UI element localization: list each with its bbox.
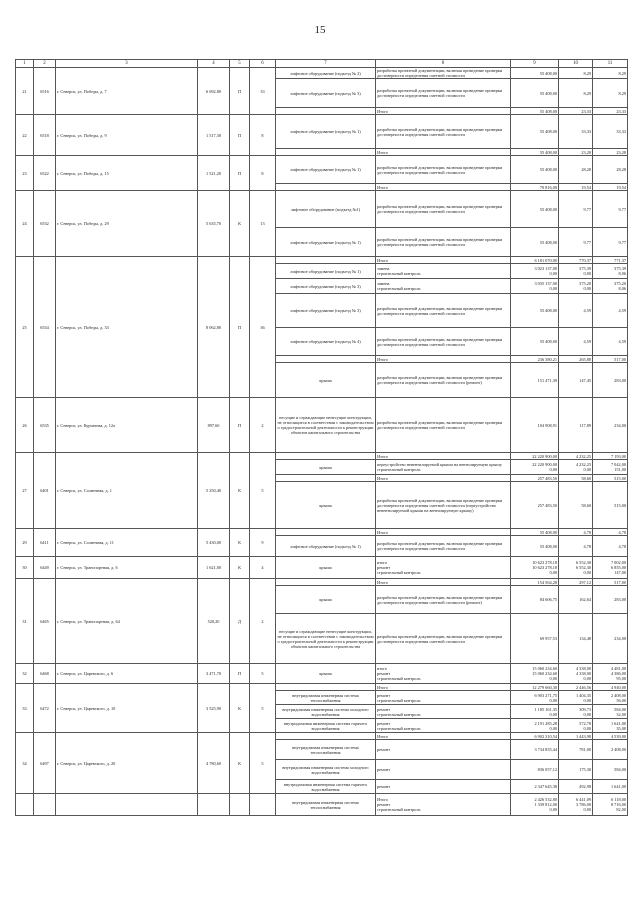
table-cell: разработка проектной документации, включая проведение проверки достоверности определения сметной стоимости [376,68,511,79]
table-cell: 1 641,00 35,00 [593,719,628,733]
table-cell: лифтовое оборудование (подъезд № 4) [276,328,376,356]
table-cell: 781,00 [559,740,593,760]
table-cell: г. Северск, ул. Солнечная, д. 11 [56,529,198,557]
table-cell [276,149,376,156]
table-cell: 23 [16,156,34,191]
table-cell: 6 903 271,75 0,00 [511,691,559,705]
table-cell: 375,39 8,06 [593,264,628,279]
column-number: 6 [250,60,276,68]
table-cell: 19,54 [559,184,593,191]
table-cell [276,108,376,115]
table-cell: 55 408,00 [511,68,559,79]
table-cell: 4 232,25 [559,453,593,460]
table-cell: 8,29 [593,68,628,79]
table-cell: 5 430,00 [198,529,230,557]
table-row [16,794,628,816]
table-cell: 492,98 [559,780,593,794]
table-cell: Итого [376,529,511,536]
table-cell: Итого [376,257,511,264]
table-cell: крыша [276,482,376,529]
table-cell: П [230,257,250,398]
table-row [16,529,628,536]
table-cell: 836 057,12 [511,760,559,780]
table-cell: крыша [276,586,376,614]
column-number: 11 [593,60,628,68]
table-cell: К [230,684,250,733]
table-cell: 257 483,50 [511,475,559,482]
table-cell: К [230,557,250,579]
table-cell: 1 443,98 [559,733,593,740]
column-number: 1 [16,60,34,68]
table-cell: 4,59 [559,294,593,328]
table-cell: 1 521,20 [198,156,230,191]
table-cell: 6401 [34,453,56,529]
table-cell: 4,59 [559,328,593,356]
table-cell: г. Северск, ул. Победы, д. 33 [56,257,198,398]
table-cell: 4,78 [593,529,628,536]
table-row [16,453,628,460]
table-cell: разработка проектной документации, включая проведение проверки достоверности определения сметной стоимости [376,536,511,557]
table-cell: 9,77 [593,191,628,228]
table-cell: крыша [276,460,376,475]
table-cell: 5 [250,453,276,529]
table-cell: 4,78 [559,536,593,557]
table-cell: г. Северск, ул. Победы, д. 7 [56,68,198,115]
table-cell: П [230,115,250,156]
table-cell: 6 552,30 6 552,30 0,00 [559,557,593,579]
table-cell: 55 408,00 [511,149,559,156]
table-cell: 515,00 [593,482,628,529]
table-cell: 8 [250,115,276,156]
table-cell: 33,33 [559,115,593,149]
table-cell: 22 [16,115,34,156]
table-cell: 1 621,00 [198,557,230,579]
column-number: 3 [56,60,198,68]
table-cell: 55 408,00 [511,536,559,557]
table-cell: 55 408,00 [511,294,559,328]
table-cell: 4 539,00 [593,733,628,740]
table-cell: Итого [376,149,511,156]
table-cell: К [230,529,250,557]
table-cell: разработка проектной документации, включая проведение проверки достоверности определения сметной стоимости (ремонт) [376,363,511,398]
table-cell: 175,30 [559,760,593,780]
table-cell: 234,00 [593,398,628,453]
table-cell: 24 [16,191,34,257]
table-cell: 257 483,50 [511,482,559,529]
table-cell [56,794,198,816]
table-row [16,156,628,184]
table-cell: 8 [250,156,276,191]
table-cell: 22 220 900,00 [511,453,559,460]
table-cell: Итого [376,579,511,586]
table-cell: 770,37 [559,257,593,264]
table-cell: несущие и ограждающие ненесущие конструкции, не относящиеся в соответствии с законодательством о градостроительной деятельности к реконструкции объектов капитального строительства [276,614,376,664]
table-cell: 5 [250,664,276,684]
table-cell [276,579,376,586]
table-cell: 6465 [34,579,56,664]
table-cell [276,257,376,264]
table-row [16,398,628,453]
table-cell: 22 220 900,00 0,00 [511,460,559,475]
table-cell: 375,20 0,00 [559,279,593,294]
table-cell: 1 517,30 [198,115,230,156]
table-cell: 55 408,00 [511,328,559,356]
table-cell: П [230,68,250,115]
table-cell: 375,20 8,06 [593,279,628,294]
table-cell: разработка проектной документации, включая проведение проверки достоверности определения сметной стоимости [376,228,511,257]
table-cell: 6 692,80 [198,68,230,115]
table-cell: г. Северск, ул. Царевского, д. 6 [56,664,198,684]
table-cell: лифтовое оборудование (подъезд № 3) [276,279,376,294]
table-row [16,257,628,264]
table-cell: 23,28 [559,149,593,156]
column-number: 4 [198,60,230,68]
table-cell: Д [230,579,250,664]
table-row [16,733,628,740]
table-cell: 2 191 285,28 0,00 [511,719,559,733]
column-number: 8 [376,60,511,68]
table-cell: 6 181 070,00 [511,257,559,264]
table-cell: разработка проектной документации, включая проведение проверки достоверности определения сметной стоимости [376,156,511,184]
table-cell: г. Северск, ул. Победы, д. 29 [56,191,198,257]
column-number: 10 [559,60,593,68]
table-cell: лифтовое оборудование (подъезд № 2) [276,68,376,79]
table-cell: крыша [276,557,376,579]
table-cell: 1 641,00 [593,780,628,794]
table-cell: лифтовое оборудование (подъезд № 1) [276,115,376,149]
table-cell [276,184,376,191]
table-cell: разработка проектной документации, включая проведение проверки достоверности определения сметной стоимости (ремонт) [376,586,511,614]
table-cell: 6518 [34,115,56,156]
table-cell: 897,60 [198,398,230,453]
table-cell: 55 408,00 [511,529,559,536]
table-cell: 33 [16,684,34,733]
table-cell: г. Северск, ул. Царевского, д. 20 [56,733,198,794]
table-cell: 4 [250,557,276,579]
table-cell: 26 [16,398,34,453]
table-cell: г. Северск, ул. Курчатова, д. 12а [56,398,198,453]
table-cell: крыша [276,363,376,398]
table-cell: 3 023 137,00 0,00 [511,264,559,279]
table-cell: 6411 [34,529,56,557]
table-row [16,115,628,149]
table-cell [16,794,34,816]
table-cell: 1 404,35 0,00 [559,691,593,705]
table-cell: ремонт строительный контроль [376,705,511,719]
table-cell: 10 623 278,18 10 623 278,18 0,00 [511,557,559,579]
table-cell: 2 408,00 [593,740,628,760]
table-row [16,684,628,691]
page-number: 15 [314,24,326,36]
table-cell: К [230,733,250,794]
table-cell: лифтовое оборудование (подъезд №1) [276,191,376,228]
table-cell: разработка проектной документации, включая проведение проверки достоверности определения сметной стоимости [376,115,511,149]
table-cell: 55 408,00 [511,191,559,228]
table-cell: г. Северск, ул. Солнечная, д. 1 [56,453,198,529]
table-cell: 6522 [34,156,56,191]
table-cell [276,529,376,536]
table-cell: 4,78 [593,536,628,557]
table-cell: 6534 [34,257,56,398]
table-cell [276,684,376,691]
table-cell: 5 [250,733,276,794]
table-cell: Итого [376,184,511,191]
table-cell: 19,54 [593,184,628,191]
table-cell: 6 902 310,54 [511,733,559,740]
table-row [16,191,628,228]
table-cell: 33 [250,68,276,115]
table-cell: внутридомовая инженерная система теплоснабжения [276,794,376,816]
table-cell: 151 471,39 [511,363,559,398]
table-cell: 21 [16,68,34,115]
column-number: 9 [511,60,559,68]
table-cell: 2 426 532,80 1 339 812,00 0,00 [511,794,559,816]
table-cell: разработка проектной документации, включая проведение проверки достоверности определения сметной стоимости [376,79,511,108]
table-cell [34,794,56,816]
table-cell [276,356,376,363]
table-cell: несущие и ограждающие ненесущие конструкции, не относящиеся в соответствии с законодательством о градостроительной деятельности к реконструкции объектов капитального строительства [276,398,376,453]
table-cell: 236 380,21 [511,356,559,363]
table-cell: разработка проектной документации, включая проведение проверки достоверности определения сметной стоимости (переустройство невентилируемой крыши на вентилируемую крышу) [376,482,511,529]
column-number: 7 [276,60,376,68]
table-cell: 13 [250,191,276,257]
table-cell: П [230,156,250,191]
table-cell: 84 606,75 [511,586,559,614]
table-cell: 55 408,00 [511,79,559,108]
table-body [16,60,628,816]
table-cell: 3 525,90 [198,684,230,733]
table-cell: итого ремонт строительный контроль [376,664,511,684]
table-cell: 117,89 [559,398,593,453]
table-cell: разработка проектной документации, включая проведение проверки достоверности определения сметной стоимости [376,191,511,228]
table-cell: 58,60 [559,475,593,482]
table-cell: 3 035 137,00 0,00 [511,279,559,294]
table-cell: 4 232,25 0,00 [559,460,593,475]
table-cell: 4 940,00 [593,684,628,691]
table-cell: 7 002,00 6 855,00 147,00 [593,557,628,579]
table-cell: 309,73 0,00 [559,705,593,719]
table-cell: 55 408,00 [511,115,559,149]
table-cell [276,453,376,460]
table-cell: 584,00 [593,760,628,780]
table-cell: г. Северск, ул. Царевского, д. 10 [56,684,198,733]
table-cell: внутридомовая инженерная система горячего водоснабжения [276,780,376,794]
table-cell: 6449 [34,557,56,579]
table-cell: 58,60 [559,482,593,529]
table-cell [230,794,250,816]
table-row [16,664,628,684]
table-cell: 147,45 [559,363,593,398]
table-cell: ремонт строительный контроль [376,691,511,705]
table-cell: итого ремонт строительный контроль [376,557,511,579]
table-cell: 5 635,70 [198,191,230,257]
table-cell: 6532 [34,191,56,257]
table-cell: ремонт [376,780,511,794]
table-cell: 27 [16,453,34,529]
table-cell: 55 408,00 [511,108,559,115]
table-cell: 36 [250,257,276,398]
table-cell: ремонт [376,760,511,780]
table-cell: 515,00 [593,475,628,482]
table-cell: 4,59 [593,328,628,356]
table-cell: внутридомовая инженерная система холодного водоснабжения [276,760,376,780]
table-cell: 9,77 [559,191,593,228]
table-cell: 4 780,60 [198,733,230,794]
table-cell: 8,29 [559,79,593,108]
table-cell: 7 042,00 151,00 [593,460,628,475]
table-cell: 6497 [34,733,56,794]
table-cell: лифтовое оборудование (подъезд № 1) [276,536,376,557]
table-cell: 28,28 [593,156,628,184]
table-cell: 4,59 [593,294,628,328]
table-row [16,557,628,579]
table-cell: внутридомовая инженерная система холодного водоснабжения [276,705,376,719]
table-cell: внутридомовая инженерная система горячего водоснабжения [276,719,376,733]
table-cell: г. Северск, ул. Победы, д. 15 [56,156,198,191]
table-cell: 5 250,40 [198,453,230,529]
table-cell: 234,00 [593,614,628,664]
table-cell: внутридомовая инженерная система теплоснабжения [276,691,376,705]
table-row [16,579,628,586]
table-cell: 3 734 855,44 [511,740,559,760]
table-cell: 5 [250,684,276,733]
table-cell: 23,33 [559,108,593,115]
table-cell: 34 [16,733,34,794]
table-cell: К [230,191,250,257]
table-cell: 154 564,28 [511,579,559,586]
table-cell: 771,37 [593,257,628,264]
table-cell: ремонт [376,740,511,760]
table-cell: 375,39 0,00 [559,264,593,279]
table-cell: 8,29 [593,79,628,108]
table-cell: 2 446,56 [559,684,593,691]
table-cell: г. Северск, ул. Транспортная, д. 6 [56,557,198,579]
table-cell: 69 957,53 [511,614,559,664]
table-cell: Итого [376,475,511,482]
table-cell: П [230,398,250,453]
column-number: 5 [230,60,250,68]
capital-repair-table [15,59,628,816]
table-cell: 12 279 660,30 [511,684,559,691]
table-cell [198,794,230,816]
table-cell: К [230,453,250,529]
table-cell: 6 118,00 8 716,00 82,00 [593,794,628,816]
table-cell: 134,48 [559,614,593,664]
table-cell: Итого ремонт строительный контроль [376,794,511,816]
table-cell: 28,28 [559,156,593,184]
table-cell: Итого [376,733,511,740]
table-cell: 162,64 [559,586,593,614]
table-cell: 2 347 645,38 [511,780,559,794]
table-cell: Итого [376,684,511,691]
table-cell: 584,00 32,00 [593,705,628,719]
table-cell: 6472 [34,684,56,733]
table-cell: Итого [376,453,511,460]
table-cell: 2 408,00 56,00 [593,691,628,705]
table-cell: замена строительный контроль [376,279,511,294]
table-cell: П [230,664,250,684]
table-cell: разработка проектной документации, включая проведение проверки достоверности определения сметной стоимости [376,614,511,664]
table-cell: 4 481,00 4 386,00 95,00 [593,664,628,684]
table-cell: 33,33 [593,115,628,149]
table-cell: 70 816,00 [511,184,559,191]
table-cell: 55 408,00 [511,156,559,184]
table-cell: 30 [16,557,34,579]
table-cell: крыша [276,664,376,684]
table-cell: 283,00 [593,586,628,614]
table-cell: 2 [250,579,276,664]
table-cell: 23,28 [593,149,628,156]
table-row [16,68,628,79]
table-cell: лифтовое оборудование (подъезд № 1) [276,228,376,257]
table-cell: лифтовое оборудование (подъезд № 3) [276,294,376,328]
column-number-row [16,60,628,68]
table-cell: лифтовое оборудование (подъезд № 1) [276,264,376,279]
table-cell: ремонт строительный контроль [376,719,511,733]
table-cell: 517,00 [593,579,628,586]
table-cell [276,733,376,740]
table-cell: лифтовое оборудование (подъезд № 3) [276,79,376,108]
table-cell: Итого [376,108,511,115]
table-cell: 8,29 [559,68,593,79]
table-cell: 9,77 [593,228,628,257]
table-cell: 104 908,91 [511,398,559,453]
table-cell: г. Северск, ул. Транспортная, д. 64 [56,579,198,664]
table-cell: 8 062,80 [198,257,230,398]
table-cell: 25 [16,257,34,398]
table-cell: замена строительный контроль [376,264,511,279]
table-cell: Итого [376,356,511,363]
table-cell: переустройство невентилируемой крыши на вентилируемую крышу строительный контроль [376,460,511,475]
table-cell: 265,88 [559,356,593,363]
table-cell: 23,33 [593,108,628,115]
table-cell: 9,77 [559,228,593,257]
table-cell: 7 193,00 [593,453,628,460]
table-cell: 6535 [34,398,56,453]
table-cell: 517,00 [593,356,628,363]
table-cell: лифтовое оборудование (подъезд № 1) [276,156,376,184]
table-cell: 32 [16,664,34,684]
column-number: 2 [34,60,56,68]
table-cell: разработка проектной документации, включая проведение проверки достоверности определения сметной стоимости [376,398,511,453]
table-cell: 6468 [34,664,56,684]
table-cell: 6 441,09 3 786,00 0,00 [559,794,593,816]
table-cell: 520,20 [198,579,230,664]
table-cell: внутридомовая инженерная система теплоснабжения [276,740,376,760]
table-cell: разработка проектной документации, включая проведение проверки достоверности определения сметной стоимости [376,294,511,328]
table-cell: 9 [250,529,276,557]
table-cell: 15 060 234,60 15 060 234,60 0,00 [511,664,559,684]
table-cell: г. Северск, ул. Победы, д. 9 [56,115,198,156]
table-cell: 55 408,00 [511,228,559,257]
table-cell: 4 338,00 4 338,00 0,00 [559,664,593,684]
table-cell: 29 [16,529,34,557]
table-cell: разработка проектной документации, включая проведение проверки достоверности определения сметной стоимости [376,328,511,356]
table-cell: 2 [250,398,276,453]
table-cell [250,794,276,816]
table-cell: 3 471,70 [198,664,230,684]
table-cell: 6516 [34,68,56,115]
table-cell: 283,00 [593,363,628,398]
table-cell: 4,78 [559,529,593,536]
table-cell: 1 185 161,35 0,00 [511,705,559,719]
table-cell: 572,78 0,00 [559,719,593,733]
table-cell: 297,12 [559,579,593,586]
table-cell: 31 [16,579,34,664]
table-cell [276,475,376,482]
